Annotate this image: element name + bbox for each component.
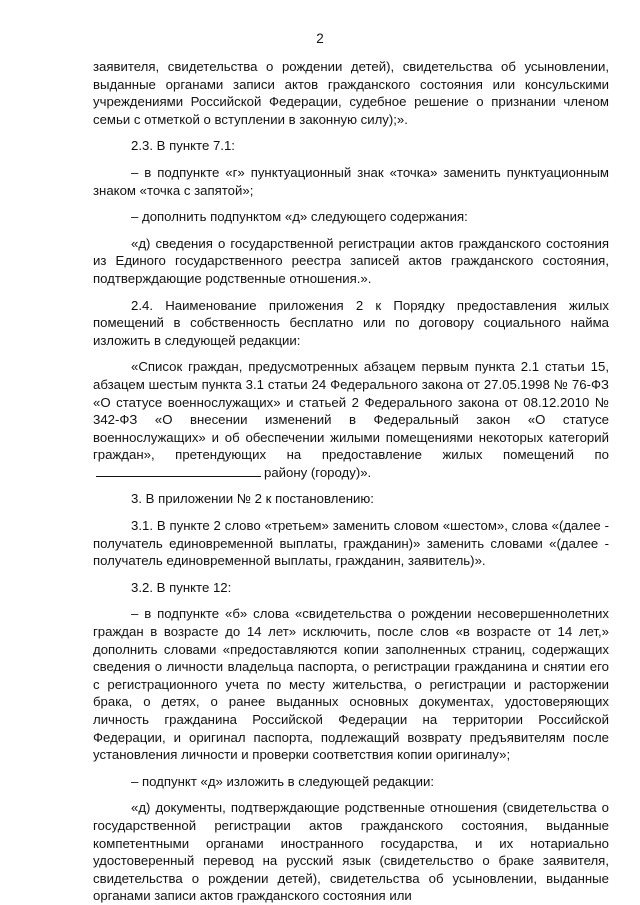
list-title-text: «Список граждан, предусмотренных абзацем первым пункта 2.1 статьи 15, абзацем шестым пункта 3.1 статьи 24 Федерального закона от 27.05.1998 № 76-ФЗ «О статусе военнослужащих» и статьей 2 Федерального закона от 08.12.2010 № 342-ФЗ «О внесении изменений в Федеральный закон «О статусе военнослужащих» и об обеспечении жилыми помещениями некоторых категорий граждан», претендующих на предоставление жилых помещений по [93,359,609,463]
paragraph-3: 3. В приложении № 2 к постановлению: [131,491,374,507]
page-number: 2 [316,31,324,46]
list-title-end: району (городу)». [264,464,372,480]
paragraph-2-3: 2.3. В пункте 7.1: [131,138,235,154]
paragraph-continuation: заявителя, свидетельства о рождении детей), свидетельства об усыновлении, выданные органами записи актов гражданского состояния или консульскими учреждениями Российской Федерации, судебное решение о признании членом семьи с отметкой о вступлении в законную силу);». [93,59,609,127]
paragraph-3-2: 3.2. В пункте 12: [131,579,232,595]
paragraph-subpoint-b: – в подпункте «б» слова «свидетельства о рождении несовершеннолетних граждан в возрасте до 14 лет» исключить, после слов «в возрасте от 14 лет,» дополнить словами «предоставляются копии заполненных страниц, содержащих сведения о личности владельца паспорта, о регистрации гражданина и снятии его с регистрационного учета по месту жительства, о регистрации и расторжении брака, о детях, о ранее выданных основных документах, удостоверяющих личность гражданина Российской Федерации на территории Российской Федерации, и оригинал паспорта, подлежащий возврату предъявителям после установления личности и проверки соответствия копии оригиналу»; [93,606,609,763]
paragraph-subpoint-d-docs: «д) документы, подтверждающие родственные отношения (свидетельства о государственной регистрации актов гражданского состояния, выданные компетентными органами иностранного государства, и их нотариально удостоверенный перевод на русский язык (свидетельство о браке заявителя, свидетельства о рождении детей), свидетельства об усыновлении, выданные органами записи актов гражданского состояния или [93,800,609,904]
paragraph-add-subpoint-d: – дополнить подпунктом «д» следующего содержания: [131,209,468,225]
paragraph-subpoint-d-text: «д) сведения о государственной регистрации актов гражданского состояния из Единого государственного реестра записей актов гражданского состояния, подтверждающие родственные отношения.». [93,235,609,286]
paragraph-2-4: 2.4. Наименование приложения 2 к Порядку предоставления жилых помещений в собственность бесплатно или по договору социального найма изложить в следующей редакции: [93,297,609,348]
paragraph-subpoint-g: – в подпункте «г» пунктуационный знак «точка» заменить пунктуационным знаком «точка с запятой»; [93,164,609,198]
paragraph-list-title [93,358,609,481]
paragraph-subpoint-d-edit: – подпункт «д» изложить в следующей редакции: [131,773,434,789]
blank-fill-line [96,464,261,477]
paragraph-3-1: 3.1. В пункте 2 слово «третьем» заменить словом «шестом», слова «(далее - получатель единовременной выплаты, гражданин)» заменить словами «(далее - получатель единовременной выплаты, гражданин, заявитель)». [93,518,609,569]
document-body [93,58,609,905]
